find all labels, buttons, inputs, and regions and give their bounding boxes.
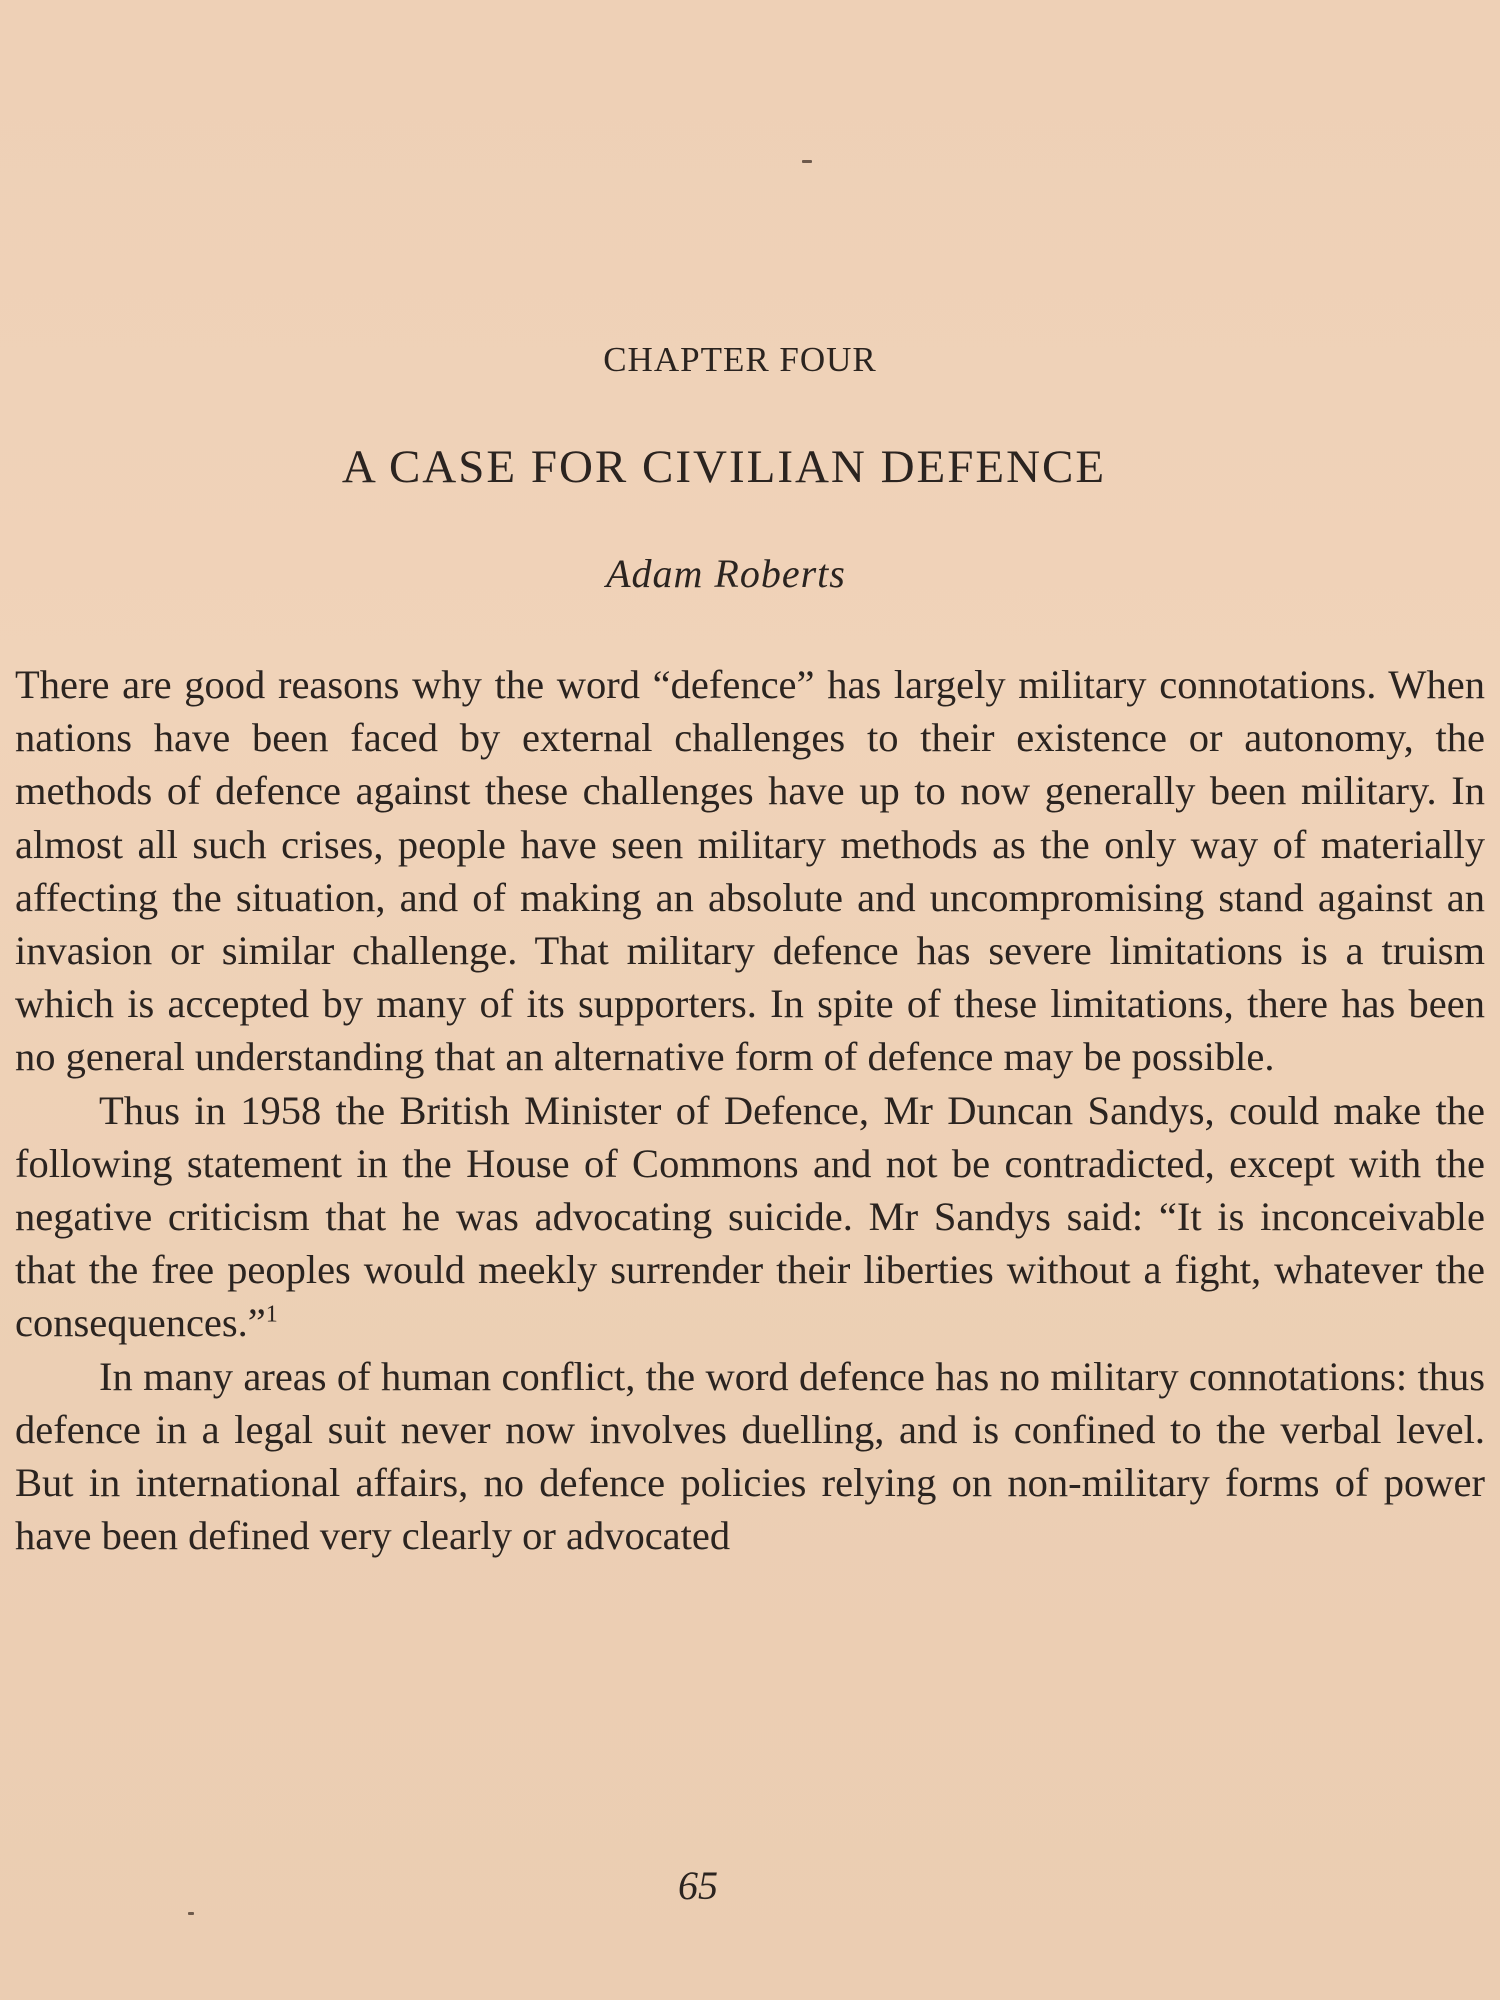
ink-speck [188,1912,194,1915]
paragraph [15,658,1485,1084]
body-text [15,658,1485,1562]
paragraph-text: In many areas of human conflict, the word defence has no military connotations: thus defence in a legal suit never now involves duelling, and is confined to the verbal level. But in international affairs, no defence policies relying on non-military forms of power have been defined very clearly or advocated [15,1353,1485,1559]
footnote-reference[interactable]: 1 [265,1301,278,1328]
chapter-label: CHAPTER FOUR [603,340,877,379]
paragraph-text: There are good reasons why the word “defence” has largely military connotations. When nations have been faced by external challenges to their existence or autonomy, the methods of defence against these challenges have up to now generally been military. In almost all such crises, people have seen military methods as the only way of materially affecting the situation, and of making an absolute and uncompromising stand against an invasion or similar challenge. That military defence has severe limitations is a truism which is accepted by many of its supporters. In spite of these limitations, there has been no general understanding that an alternative form of defence may be possible. [15,662,1485,1080]
chapter-title: A CASE FOR CIVILIAN DEFENCE [341,441,1107,493]
page-number: 65 [678,1863,718,1908]
paragraph-text: Thus in 1958 the British Minister of Defence, Mr Duncan Sandys, could make the following statement in the House of Commons and not be contradicted, except with the negative criticism that he was advocating suicide. Mr Sandys said: “It is inconceivable that the free peoples would meekly surrender their liberties without a fight, whatever the consequences.” [15,1087,1485,1346]
author-name: Adam Roberts [606,551,846,596]
ink-speck [802,160,812,163]
paragraph [15,1084,1485,1350]
paragraph [15,1350,1485,1563]
